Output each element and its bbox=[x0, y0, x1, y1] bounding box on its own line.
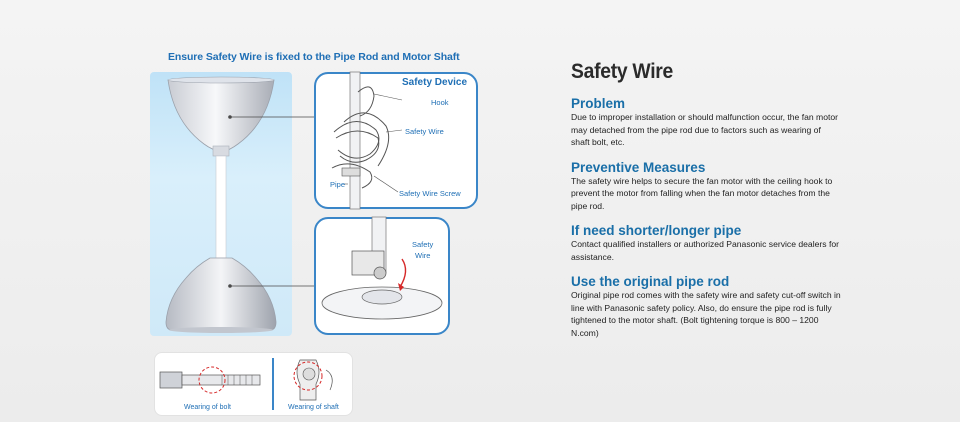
section-heading: Problem bbox=[571, 96, 626, 111]
safety-device-title: Safety Device bbox=[402, 77, 468, 88]
safety-wire-screw-label: Safety Wire Screw bbox=[399, 189, 461, 198]
safety-wire-label: Safety Wire bbox=[405, 127, 444, 136]
section-body: Contact qualified installers or authorized Panasonic service dealers for assistance. bbox=[571, 239, 839, 262]
safety-wire-bottom-label-1: Safety bbox=[412, 240, 434, 249]
motor-shaft-drawing bbox=[314, 217, 450, 335]
section-pipe-length bbox=[571, 223, 841, 263]
section-body: The safety wire helps to secure the fan motor with the ceiling hook to prevent the motor from falling when the fan motor detaches from the pipe rod. bbox=[571, 175, 833, 211]
hook-label: Hook bbox=[431, 98, 449, 107]
wearing-shaft-label: Wearing of shaft bbox=[288, 404, 339, 411]
fan-illustration bbox=[150, 72, 292, 336]
section-problem bbox=[571, 96, 841, 149]
section-heading: Use the original pipe rod bbox=[571, 274, 730, 289]
wear-divider bbox=[272, 358, 274, 410]
section-heading: Preventive Measures bbox=[571, 159, 706, 175]
pipe-label: Pipe bbox=[330, 180, 346, 189]
section-body: Due to improper installation or should malfunction occur, the fan motor may detached from the pipe rod due to factors such as wearing of shaft bolt, etc. bbox=[571, 112, 839, 147]
section-body: Original pipe rod comes with the safety wire and safety cut-off switch in line with Panasonic safety policy. Also, do ensure the pipe rod is fully tightened to the motor shaft. (Bolt tightening torque is 800 – 1200 N.com) bbox=[571, 290, 841, 338]
section-original-pipe-rod bbox=[571, 274, 841, 339]
figure-caption: Ensure Safety Wire is fixed to the Pipe Rod and Motor Shaft bbox=[168, 51, 460, 63]
wearing-shaft-drawing bbox=[286, 356, 348, 404]
section-heading: If need shorter/longer pipe bbox=[571, 223, 742, 238]
page-title: Safety Wire bbox=[571, 60, 674, 83]
wearing-bolt-label: Wearing of bolt bbox=[184, 404, 231, 411]
wearing-bolt-drawing bbox=[158, 362, 266, 398]
content-column bbox=[571, 60, 841, 350]
section-preventive-measures bbox=[571, 160, 841, 213]
safety-wire-bottom-label-2: Wire bbox=[415, 251, 431, 260]
